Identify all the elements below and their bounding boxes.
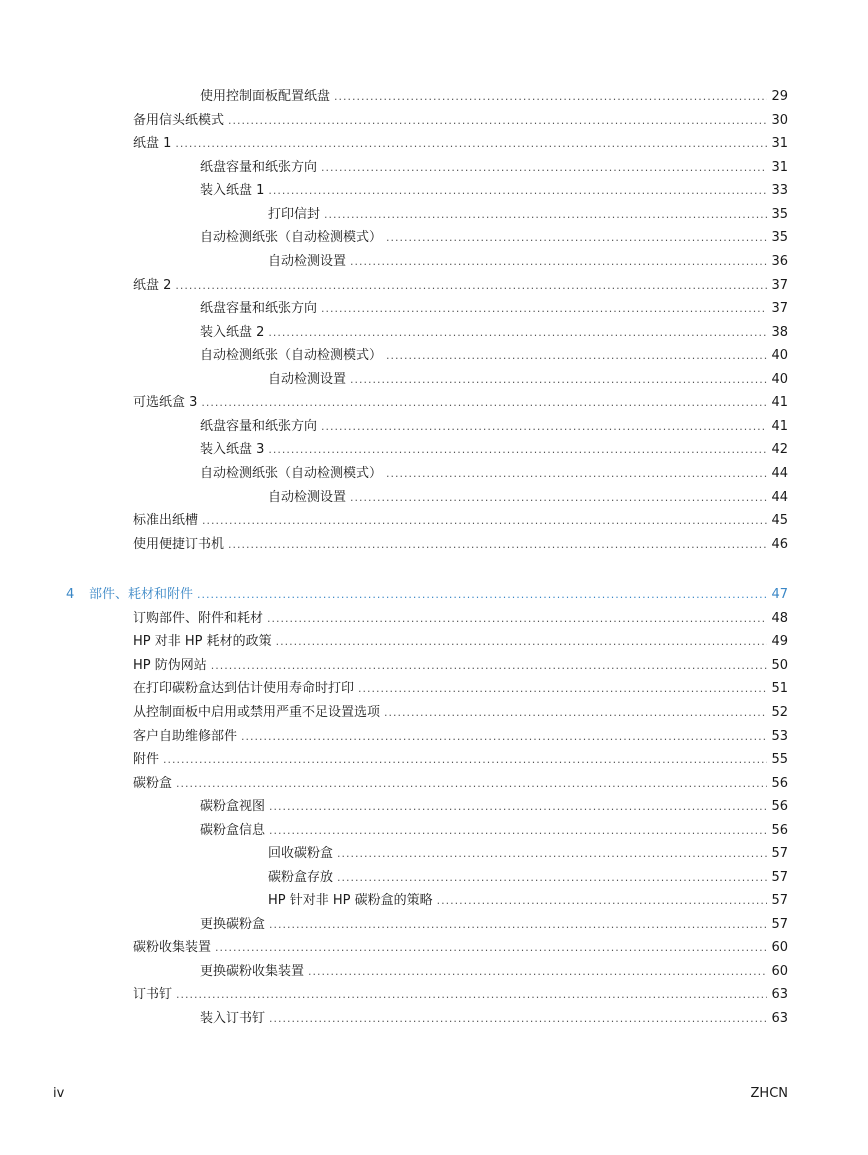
toc-entry-title: HP 针对非 HP 碳粉盒的策略 [268, 893, 433, 908]
toc-entry-page: 29 [771, 89, 788, 104]
toc-entry-page: 38 [771, 325, 788, 340]
dot-leader [175, 135, 767, 153]
toc-entry[interactable] [133, 775, 788, 793]
toc-entry-page: 40 [771, 372, 788, 387]
toc-entry-title: 打印信封 [268, 207, 321, 222]
toc-entry-page: 31 [771, 136, 788, 151]
toc-entry-title: 自动检测纸张（自动检测模式） [200, 466, 383, 481]
toc-entry-page: 49 [771, 634, 788, 649]
toc-entry-title: 附件 [133, 752, 160, 767]
toc-entry[interactable] [133, 751, 788, 769]
dot-leader [269, 1010, 767, 1028]
toc-entry-title: HP 对非 HP 耗材的政策 [133, 634, 272, 649]
toc-entry[interactable] [268, 892, 788, 910]
toc-chapter-entry[interactable] [89, 586, 788, 604]
dot-leader [386, 465, 767, 483]
toc-entry-title: 装入订书钉 [200, 1011, 266, 1026]
toc-entry-title: 从控制面板中启用或禁用严重不足设置选项 [133, 705, 381, 720]
toc-entry[interactable] [133, 986, 788, 1004]
toc-entry-title: 标准出纸槽 [133, 513, 199, 528]
toc-entry-title: 自动检测设置 [268, 490, 347, 505]
toc-entry[interactable] [200, 465, 788, 483]
toc-entry-page: 37 [771, 301, 788, 316]
toc-entry-page: 57 [771, 917, 788, 932]
dot-leader [437, 892, 768, 910]
dot-leader [268, 441, 767, 459]
toc-entry[interactable] [200, 182, 788, 200]
toc-entry-page: 50 [771, 658, 788, 673]
toc-entry[interactable] [200, 1010, 788, 1028]
dot-leader [175, 277, 767, 295]
toc-entry[interactable] [268, 869, 788, 887]
toc-entry-title: 可选纸盒 3 [133, 395, 198, 410]
toc-entry[interactable] [268, 206, 788, 224]
toc-entry-page: 46 [771, 537, 788, 552]
dot-leader [276, 633, 768, 651]
toc-entry-page: 40 [771, 348, 788, 363]
dot-leader [176, 986, 767, 1004]
toc-entry-title: 碳粉收集装置 [133, 940, 212, 955]
toc-entry-page: 42 [771, 442, 788, 457]
dot-leader [386, 347, 767, 365]
dot-leader [350, 371, 767, 389]
toc-entry-title: 更换碳粉收集装置 [200, 964, 305, 979]
toc-entry-title: 纸盘容量和纸张方向 [200, 419, 318, 434]
dot-leader [197, 586, 767, 604]
toc-entry[interactable] [200, 347, 788, 365]
toc-entry[interactable] [268, 489, 788, 507]
dot-leader [215, 939, 767, 957]
toc-entry-page: 57 [771, 893, 788, 908]
dot-leader [358, 680, 767, 698]
toc-entry-title: 装入纸盘 3 [200, 442, 265, 457]
toc-entry-title: 更换碳粉盒 [200, 917, 266, 932]
toc-entry-page: 44 [771, 490, 788, 505]
dot-leader [267, 610, 767, 628]
toc-entry-page: 35 [771, 207, 788, 222]
toc-entry-title: 订购部件、附件和耗材 [133, 611, 264, 626]
dot-leader [321, 418, 767, 436]
toc-entry[interactable] [133, 680, 788, 698]
toc-entry-page: 41 [771, 419, 788, 434]
dot-leader [241, 728, 767, 746]
toc-entry-page: 60 [771, 964, 788, 979]
dot-leader [386, 229, 767, 247]
toc-entry-page: 55 [771, 752, 788, 767]
dot-leader [384, 704, 767, 722]
toc-entry[interactable] [133, 277, 788, 295]
dot-leader [334, 88, 767, 106]
toc-entry-page: 37 [771, 278, 788, 293]
toc-entry-page: 52 [771, 705, 788, 720]
dot-leader [337, 845, 767, 863]
toc-entry-page: 44 [771, 466, 788, 481]
dot-leader [269, 916, 767, 934]
dot-leader [350, 489, 767, 507]
toc-entry[interactable] [200, 822, 788, 840]
dot-leader [308, 963, 767, 981]
dot-leader [268, 182, 767, 200]
toc-entry-page: 35 [771, 230, 788, 245]
toc-entry-page: 36 [771, 254, 788, 269]
toc-entry-title: HP 防伪网站 [133, 658, 207, 673]
toc-entry-page: 57 [771, 846, 788, 861]
toc-entry-page: 51 [771, 681, 788, 696]
toc-entry-title: 碳粉盒 [133, 776, 173, 791]
dot-leader [321, 300, 767, 318]
toc-entry-title: 客户自助维修部件 [133, 729, 238, 744]
toc-entry-title: 备用信头纸模式 [133, 113, 225, 128]
toc-entry[interactable] [200, 159, 788, 177]
toc-entry-title: 订书钉 [133, 987, 173, 1002]
dot-leader [211, 657, 768, 675]
toc-entry-title: 纸盘容量和纸张方向 [200, 301, 318, 316]
toc-entry-page: 33 [771, 183, 788, 198]
toc-entry[interactable] [133, 939, 788, 957]
toc-entry-title: 使用便捷订书机 [133, 537, 225, 552]
dot-leader [269, 822, 767, 840]
toc-entry-page: 31 [771, 160, 788, 175]
toc-entry[interactable] [200, 229, 788, 247]
toc-entry-title: 使用控制面板配置纸盘 [200, 89, 331, 104]
toc-entry-title: 回收碳粉盒 [268, 846, 334, 861]
toc-entry[interactable] [200, 418, 788, 436]
chapter-number: 4 [66, 587, 75, 602]
toc-entry-page: 45 [771, 513, 788, 528]
dot-leader [350, 253, 767, 271]
dot-leader [228, 536, 767, 554]
toc-entry[interactable] [200, 963, 788, 981]
toc-entry-page: 56 [771, 823, 788, 838]
toc-entry[interactable] [133, 657, 788, 675]
dot-leader [201, 394, 767, 412]
toc-entry[interactable] [133, 512, 788, 530]
toc-entry-title: 碳粉盒存放 [268, 870, 334, 885]
toc-entry-page: 48 [771, 611, 788, 626]
footer-language-code: ZHCN [750, 1086, 788, 1101]
toc-entry[interactable] [133, 394, 788, 412]
toc-entry-title: 纸盘容量和纸张方向 [200, 160, 318, 175]
toc-entry-title: 纸盘 2 [133, 278, 172, 293]
footer-page-number: iv [53, 1086, 65, 1101]
dot-leader [269, 798, 767, 816]
toc-entry[interactable] [200, 798, 788, 816]
dot-leader [268, 324, 767, 342]
toc-entry-page: 47 [771, 587, 788, 602]
toc-entry-page: 56 [771, 799, 788, 814]
toc-entry-page: 30 [771, 113, 788, 128]
toc-entry[interactable] [200, 324, 788, 342]
toc-entry-page: 63 [771, 1011, 788, 1026]
toc-entry[interactable] [133, 728, 788, 746]
toc-entry[interactable] [268, 371, 788, 389]
dot-leader [324, 206, 767, 224]
toc-entry-title: 自动检测纸张（自动检测模式） [200, 348, 383, 363]
toc-entry[interactable] [133, 536, 788, 554]
toc-entry[interactable] [133, 610, 788, 628]
toc-entry-title: 自动检测纸张（自动检测模式） [200, 230, 383, 245]
toc-entry-page: 63 [771, 987, 788, 1002]
toc-entry-page: 41 [771, 395, 788, 410]
toc-entry-page: 60 [771, 940, 788, 955]
toc-entry-title: 在打印碳粉盒达到估计使用寿命时打印 [133, 681, 355, 696]
toc-entry[interactable] [133, 704, 788, 722]
toc-entry-title: 纸盘 1 [133, 136, 172, 151]
toc-entry[interactable] [268, 845, 788, 863]
toc-entry-title: 装入纸盘 1 [200, 183, 265, 198]
toc-entry-title: 自动检测设置 [268, 372, 347, 387]
toc-entry[interactable] [200, 916, 788, 934]
toc-entry[interactable] [133, 633, 788, 651]
toc-entry-title: 部件、耗材和附件 [89, 587, 194, 602]
toc-entry[interactable] [133, 112, 788, 130]
dot-leader [337, 869, 767, 887]
toc-entry-page: 53 [771, 729, 788, 744]
toc-entry[interactable] [200, 300, 788, 318]
toc-entry-page: 57 [771, 870, 788, 885]
toc-entry-page: 56 [771, 776, 788, 791]
toc-entry-title: 自动检测设置 [268, 254, 347, 269]
dot-leader [228, 112, 767, 130]
dot-leader [321, 159, 767, 177]
dot-leader [163, 751, 767, 769]
toc-entry[interactable] [200, 441, 788, 459]
dot-leader [202, 512, 767, 530]
dot-leader [176, 775, 767, 793]
toc-entry-title: 碳粉盒信息 [200, 823, 266, 838]
toc-entry-title: 碳粉盒视图 [200, 799, 266, 814]
toc-entry[interactable] [268, 253, 788, 271]
toc-entry[interactable] [200, 88, 788, 106]
toc-entry[interactable] [133, 135, 788, 153]
toc-entry-title: 装入纸盘 2 [200, 325, 265, 340]
